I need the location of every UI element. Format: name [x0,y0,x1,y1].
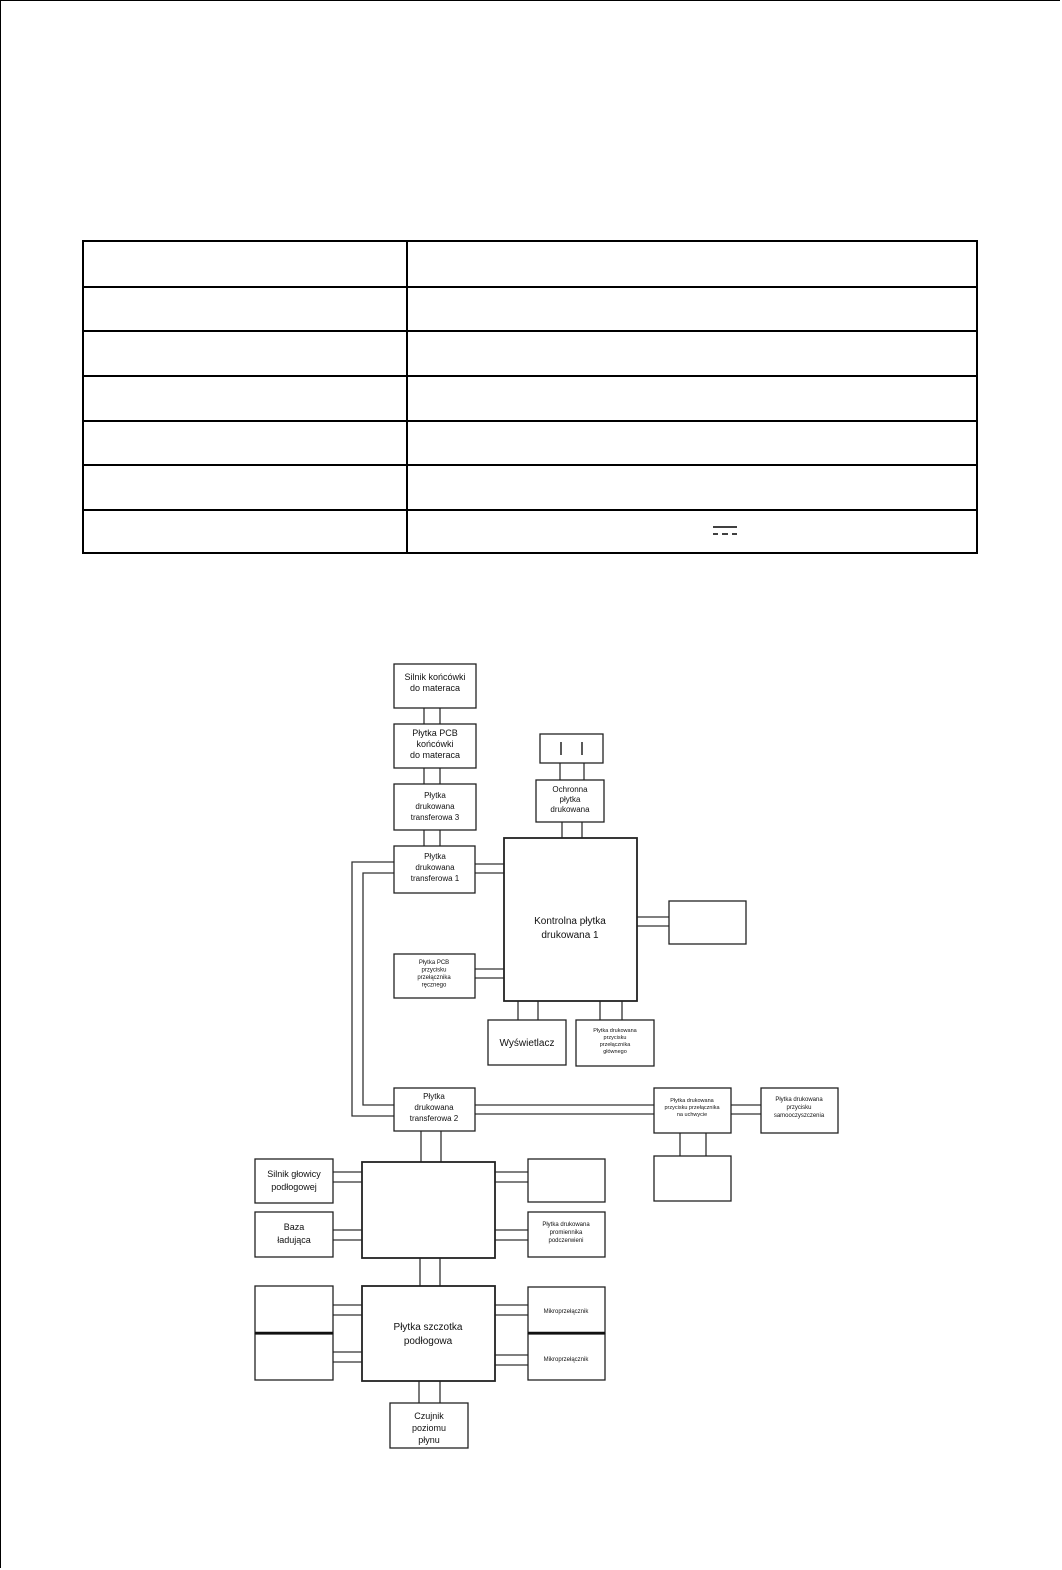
block-label-light-pcb: promiennika [549,1230,583,1236]
block-label-microswitch2: Mikroprzełącznik [543,1357,589,1363]
block-right-empty [669,901,746,944]
block-label-control: Kontrolna płytka [534,916,606,927]
block-label-protection: płytka [559,795,581,804]
block-label-display: Wyświetlacz [499,1038,555,1049]
block-label-mattress-pcb: do materaca [409,750,461,760]
block-label-selfclean: przycisku [786,1105,812,1111]
block-label-transfer2: drukowana [414,1103,454,1112]
block-label-selfclean: Płytka drukowana [775,1097,823,1103]
block-label-transfer1: drukowana [415,863,455,872]
block-label-transfer2: transferowa 2 [409,1114,459,1123]
block-label-protection: drukowana [550,805,590,814]
block-label-floor-motor: podłogowej [271,1182,317,1192]
block-brush [362,1286,495,1381]
block-label-power-switch: przełącznika [599,1042,631,1048]
block-label-transfer1: Płytka [424,852,446,861]
block-label-light-pcb: Płytka drukowana [542,1222,590,1228]
block-label-level-sensor: płynu [418,1435,440,1445]
block-label-selfclean: samooczyszczenia [773,1113,825,1119]
block-label-usage-switch: na uchwycie [676,1112,708,1118]
block-label-manual-switch: przełącznika [417,975,451,981]
block-label-charging-base: ładująca [277,1235,311,1245]
block-label-transfer2: Płytka [423,1092,445,1101]
block-label-transfer3: transferowa 3 [410,813,460,822]
block-label-charging-base: Baza [283,1222,305,1232]
block-label-transfer1: transferowa 1 [410,874,460,883]
block-label-mattress-pcb: końcówki [416,739,454,749]
block-label-usage-switch: przycisku przełącznika [664,1105,720,1111]
block-label-transfer3: Płytka [424,791,446,800]
block-middle-main [362,1162,495,1258]
block-label-control: drukowana 1 [541,930,599,941]
block-left-upper-empty [255,1286,333,1333]
block-label-mattress-motor: do materaca [409,683,461,693]
block-label-protection: Ochronna [552,785,588,794]
block-label-transfer3: drukowana [415,802,455,811]
block-floor-motor [255,1159,333,1203]
block-label-power-switch: głównego [603,1049,627,1055]
block-label-level-sensor: poziomu [411,1423,447,1433]
block-usage-lower-empty [654,1156,731,1201]
block-label-manual-switch: Płytka PCB [418,960,450,966]
block-right-upper-empty [528,1159,605,1202]
block-plug [540,734,603,763]
block-label-brush: podłogowa [403,1336,453,1347]
block-label-level-sensor: Czujnik [414,1411,444,1421]
block-label-power-switch: Płytka drukowana [593,1028,637,1034]
block-label-mattress-motor: Silnik końcówki [404,672,466,682]
block-label-manual-switch: przycisku [421,967,447,974]
block-label-light-pcb: podczerwieni [548,1238,584,1244]
block-label-microswitch1: Mikroprzełącznik [543,1309,589,1315]
block-label-usage-switch: Płytka drukowana [670,1098,714,1104]
block-label-brush: Płytka szczotka [393,1322,463,1333]
block-label-power-switch: przycisku [603,1035,627,1041]
block-label-manual-switch: ręcznego [421,982,447,989]
block-left-lower-empty [255,1334,333,1380]
block-label-floor-motor: Silnik głowicy [267,1169,321,1179]
block-label-mattress-pcb: Płytka PCB [412,728,458,738]
